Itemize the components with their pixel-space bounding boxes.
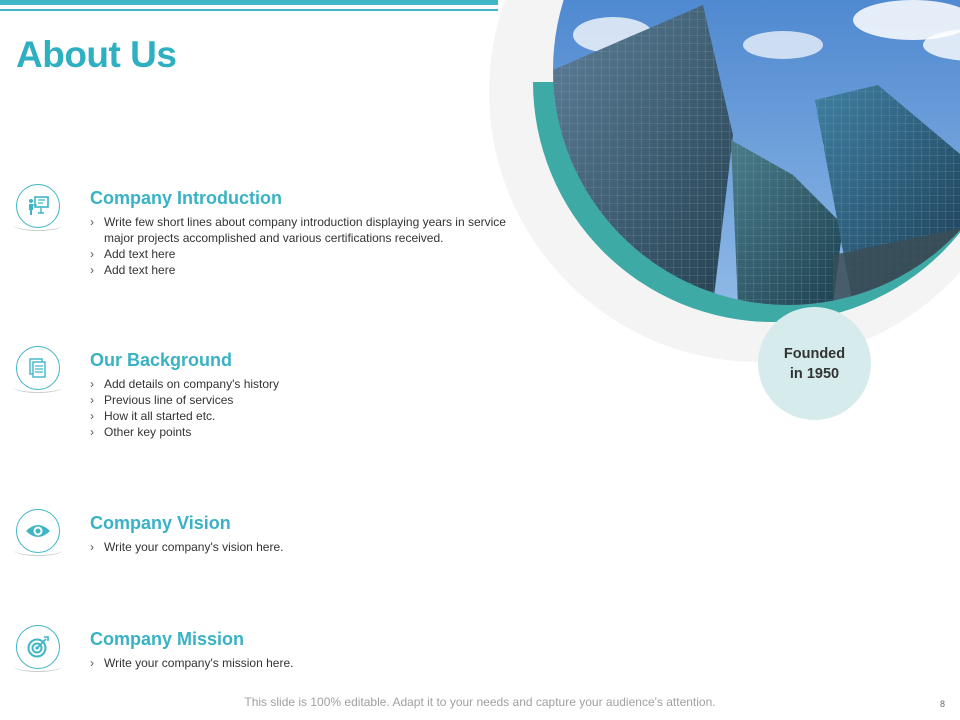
- bullet-list: [90, 376, 544, 440]
- page-number: 8: [940, 699, 946, 709]
- top-accent-bar: [0, 0, 498, 5]
- section-title: Our Background: [90, 350, 233, 370]
- bullet-list: [90, 214, 544, 278]
- footer-note: This slide is 100% editable. Adapt it to your needs and capture your audience's attention.: [244, 695, 716, 709]
- bullet-item: › Write your company's vision here.: [90, 539, 544, 555]
- presentation-icon: [16, 184, 60, 228]
- founded-line-2: in 1950: [789, 365, 840, 382]
- section-title: Company Mission: [90, 629, 245, 649]
- documents-icon: [16, 346, 60, 390]
- bullet-item: › Previous line of services: [90, 392, 544, 408]
- bullet-item: › Add details on company's history: [90, 376, 544, 392]
- bullet-item: › Add text here: [90, 246, 544, 262]
- target-icon: [16, 625, 60, 669]
- section-title: Company Vision: [90, 513, 231, 533]
- bullet-list: [90, 655, 544, 671]
- bullet-item: › How it all started etc.: [90, 408, 544, 424]
- section-title: Company Introduction: [90, 188, 282, 208]
- top-accent-line: [0, 9, 498, 11]
- founded-badge: [758, 307, 871, 420]
- founded-line-1: Founded: [783, 345, 846, 362]
- bullet-item: › Write your company's mission here.: [90, 655, 544, 671]
- page-title: About Us: [16, 34, 177, 75]
- bullet-item: › Write few short lines about company introduction displaying years in service major projects accomplished and various certifications received.: [90, 214, 524, 246]
- bullet-item: › Other key points: [90, 424, 544, 440]
- bullet-list: [90, 539, 544, 555]
- eye-icon: [16, 509, 60, 553]
- bullet-item: › Add text here: [90, 262, 544, 278]
